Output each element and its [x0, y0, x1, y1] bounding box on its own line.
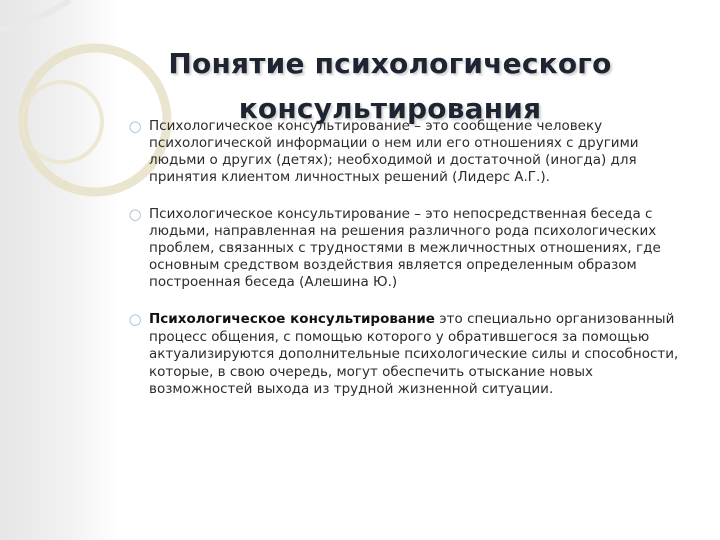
definition-text — [149, 311, 698, 399]
bullet-circle-icon: ◯ — [129, 313, 142, 326]
ring-small — [22, 82, 102, 162]
bullet-circle-icon: ◯ — [129, 120, 142, 133]
bullet-circle-icon: ◯ — [129, 208, 142, 221]
slide-title: Понятие психологического консультирования — [168, 46, 612, 125]
list-item — [128, 206, 698, 291]
list-item — [128, 311, 698, 399]
list-item — [128, 118, 698, 186]
definition-text: Психологическое консультирование – это сообщение человеку психологической информации о нем или его отношениях с другими людьми о других (детях); необходимой и достаточной (иногда) для принятия клиентом личностных решений (Лидерс А.Г.). — [149, 118, 639, 185]
definition-rest: это специально организованный процесс общения, с помощью которого у обратившегося за помощью актуализируются дополнительные психологические силы и способности, которые, в свою очередь, могут обеспечить отыскание новых возможностей выхода из трудной жизненной ситуации. — [149, 311, 679, 397]
definition-term: Психологическое консультирование — [149, 311, 435, 327]
definition-text: Психологическое консультирование – это непосредственная беседа с людьми, направленная на решения различного рода психологических проблем, связанных с трудностями в межличностных отношениях, где основным средством воздействия является определенным образом построенная беседа (Алешина Ю.) — [149, 206, 661, 290]
definitions-list — [128, 118, 698, 419]
decorative-arc — [0, 0, 70, 30]
